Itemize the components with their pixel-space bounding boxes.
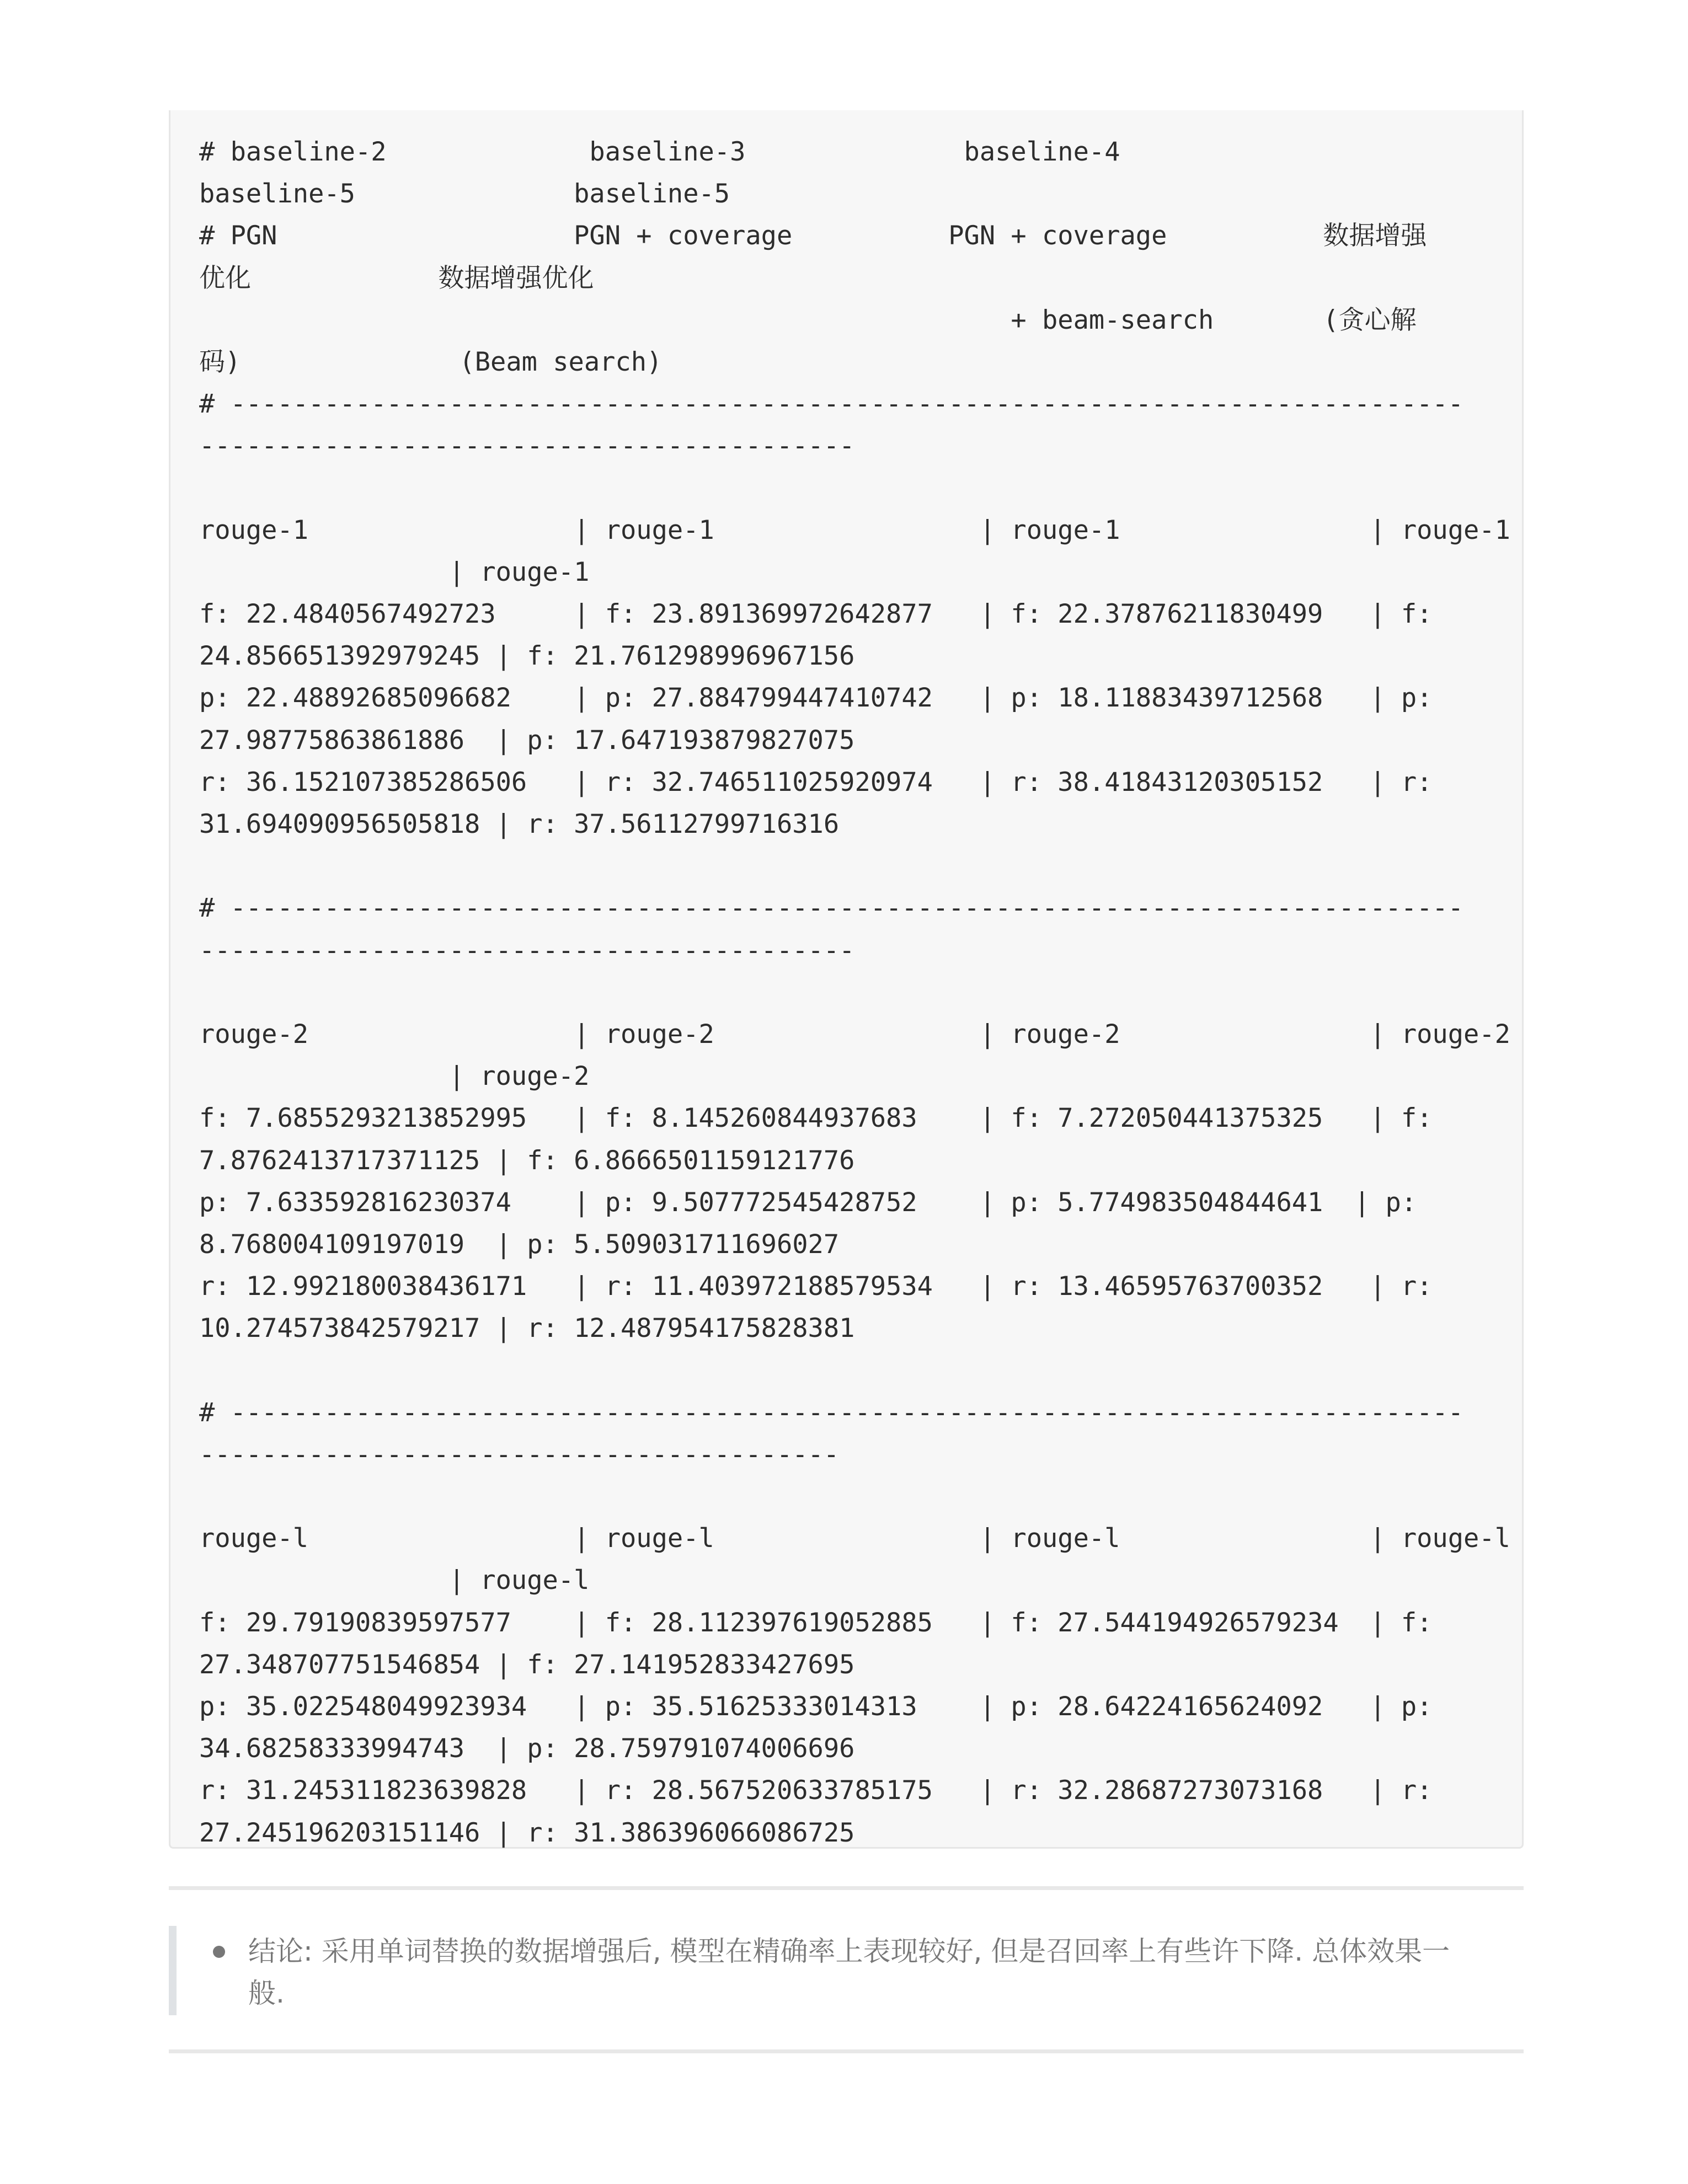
code-line: # -------------------------------------------------------------------------------: [199, 893, 1464, 924]
code-line: 7.8762413717371125 | f: 6.8666501159121776: [199, 1145, 855, 1176]
code-line: [199, 972, 1493, 1014]
code-line: # baseline-2 baseline-3 baseline-4: [199, 137, 1120, 167]
code-line: p: 22.48892685096682 | p: 27.884799447410742 | p: 18.11883439712568 | p:: [199, 683, 1433, 714]
code-line: ------------------------------------------: [199, 935, 855, 966]
code-line: p: 35.022548049923934 | p: 35.51625333014313 | p: 28.64224165624092 | p:: [199, 1691, 1433, 1722]
code-line: r: 12.992180038436171 | r: 11.403972188579534 | r: 13.46595763700352 | r:: [199, 1271, 1433, 1302]
code-line: [199, 1350, 1493, 1391]
bullet-icon: [213, 1946, 225, 1958]
code-line: -----------------------------------------: [199, 1439, 840, 1470]
code-line: # PGN PGN + coverage PGN + coverage 数据增强: [199, 221, 1427, 251]
code-line: 24.856651392979245 | f: 21.761298996967156: [199, 641, 855, 672]
code-line: p: 7.633592816230374 | p: 9.507772545428752 | p: 5.774983504844641 | p:: [199, 1187, 1417, 1218]
code-line: 10.274573842579217 | r: 12.487954175828381: [199, 1313, 855, 1344]
code-line: | rouge-1: [199, 556, 590, 587]
code-block: [169, 110, 1524, 1849]
code-line: baseline-5 baseline-5: [199, 179, 730, 210]
code-line: 27.245196203151146 | r: 31.386396066086725: [199, 1817, 855, 1848]
conclusion-text: 结论: 采用单词替换的数据增强后, 模型在精确率上表现较好, 但是召回率上有些许下降. 总体效果一般.: [248, 1935, 1450, 2009]
code-line: [199, 1476, 1493, 1518]
horizontal-rule-top: [169, 1886, 1524, 1890]
code-line: | rouge-l: [199, 1565, 590, 1596]
code-line: f: 22.4840567492723 | f: 23.891369972642877 | f: 22.37876211830499 | f:: [199, 599, 1433, 630]
code-lines: [199, 131, 1510, 1854]
code-line: [199, 468, 1493, 510]
code-line: + beam-search (贪心解: [199, 304, 1417, 335]
code-line: 8.768004109197019 | p: 5.509031711696027: [199, 1229, 840, 1260]
code-line: 码) (Beam search): [199, 346, 663, 377]
code-line: 27.98775863861886 | p: 17.647193879827075: [199, 725, 855, 756]
code-line: # -------------------------------------------------------------------------------: [199, 389, 1464, 420]
code-line: 优化 数据增强优化: [199, 263, 594, 293]
code-line: r: 31.245311823639828 | r: 28.567520633785175 | r: 32.28687273073168 | r:: [199, 1775, 1433, 1806]
code-line: 27.348707751546854 | f: 27.141952833427695: [199, 1649, 855, 1680]
conclusion-list-item: [248, 1930, 1451, 2014]
code-line: rouge-1 | rouge-1 | rouge-1 | rouge-1: [199, 515, 1510, 545]
code-line: f: 7.6855293213852995 | f: 8.145260844937683 | f: 7.272050441375325 | f:: [199, 1103, 1433, 1134]
code-line: # -------------------------------------------------------------------------------: [199, 1397, 1464, 1428]
code-line: ------------------------------------------: [199, 431, 855, 462]
code-line: f: 29.79190839597577 | f: 28.112397619052885 | f: 27.544194926579234 | f:: [199, 1607, 1433, 1638]
code-line: rouge-l | rouge-l | rouge-l | rouge-l: [199, 1523, 1510, 1554]
code-line: | rouge-2: [199, 1061, 590, 1092]
code-line: [199, 845, 1493, 887]
code-line: 34.68258333994743 | p: 28.759791074006696: [199, 1733, 855, 1764]
horizontal-rule-bottom: [169, 2049, 1524, 2053]
code-line: rouge-2 | rouge-2 | rouge-2 | rouge-2: [199, 1019, 1510, 1050]
code-line: 31.694090956505818 | r: 37.56112799716316: [199, 809, 840, 839]
blockquote: [169, 1926, 1524, 2015]
code-line: r: 36.152107385286506 | r: 32.746511025920974 | r: 38.41843120305152 | r:: [199, 767, 1433, 797]
